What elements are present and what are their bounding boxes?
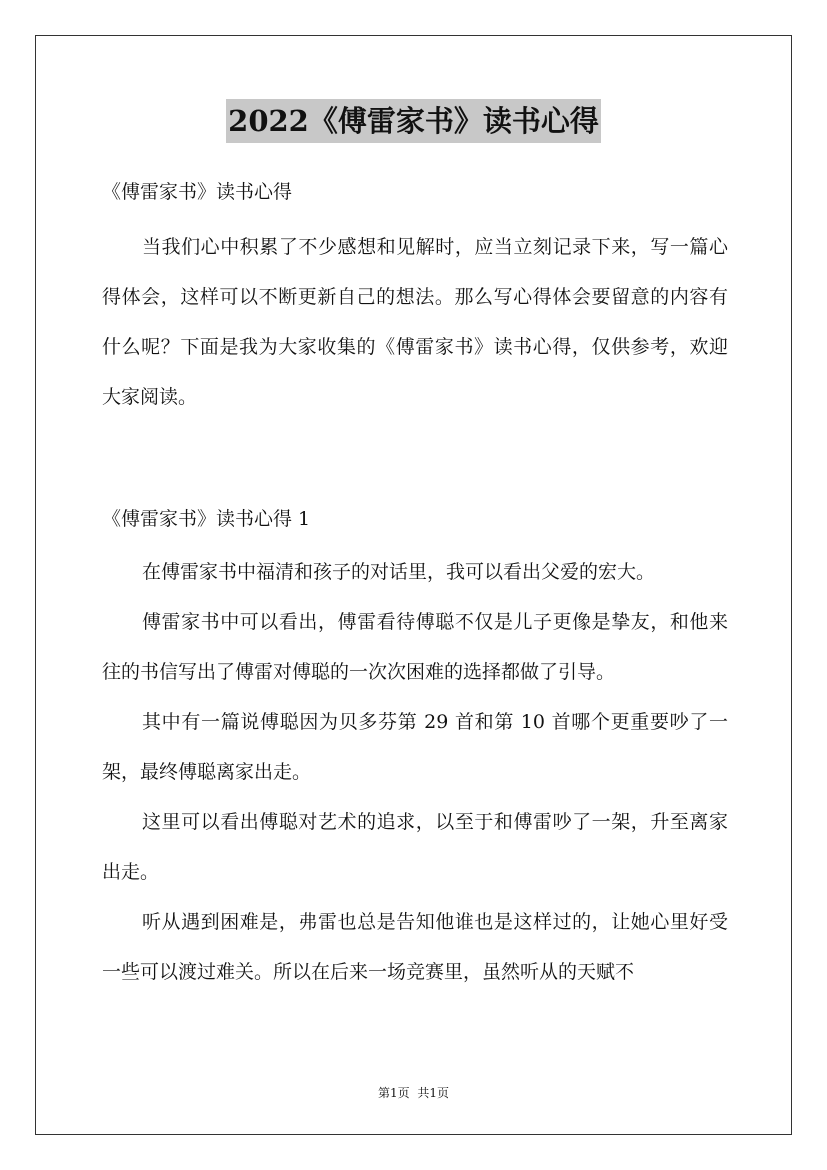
intro-paragraph: 当我们心中积累了不少感想和见解时，应当立刻记录下来，写一篇心得体会，这样可以不断更新自己的想法。那么写心得体会要留意的内容有什么呢？下面是我为大家收集的《傅雷家书》读书心得，仅供参考，欢迎大家阅读。 [102,236,728,408]
intro-block [102,222,728,422]
section-heading: 《傅雷家书》读书心得 1 [102,508,311,530]
page-footer [0,1084,827,1101]
body-paragraph: 在傅雷家书中福清和孩子的对话里，我可以看出父爱的宏大。 [142,561,656,583]
body-paragraph: 这里可以看出傅聪对艺术的追求，以至于和傅雷吵了一架，升至离家出走。 [102,811,728,883]
section-block [102,505,728,533]
title-block [0,99,827,143]
page-number: 第1页 [377,1086,410,1100]
document-title: 2022《傅雷家书》读书心得 [226,99,601,143]
body-paragraph: 傅雷家书中可以看出，傅雷看待傅聪不仅是儿子更像是挚友，和他来往的书信写出了傅雷对傅聪的一次次困难的选择都做了引导。 [102,611,728,683]
body-paragraph: 听从遇到困难是，弗雷也总是告知他谁也是这样过的，让她心里好受一些可以渡过难关。所以在后来一场竞赛里，虽然听从的天赋不 [102,911,728,983]
subtitle-block [102,178,728,206]
section-body [102,547,728,997]
subtitle: 《傅雷家书》读书心得 [102,181,293,203]
page-total: 共1页 [417,1086,450,1100]
body-paragraph: 其中有一篇说傅聪因为贝多芬第 29 首和第 10 首哪个更重要吵了一架，最终傅聪离家出走。 [102,711,728,783]
